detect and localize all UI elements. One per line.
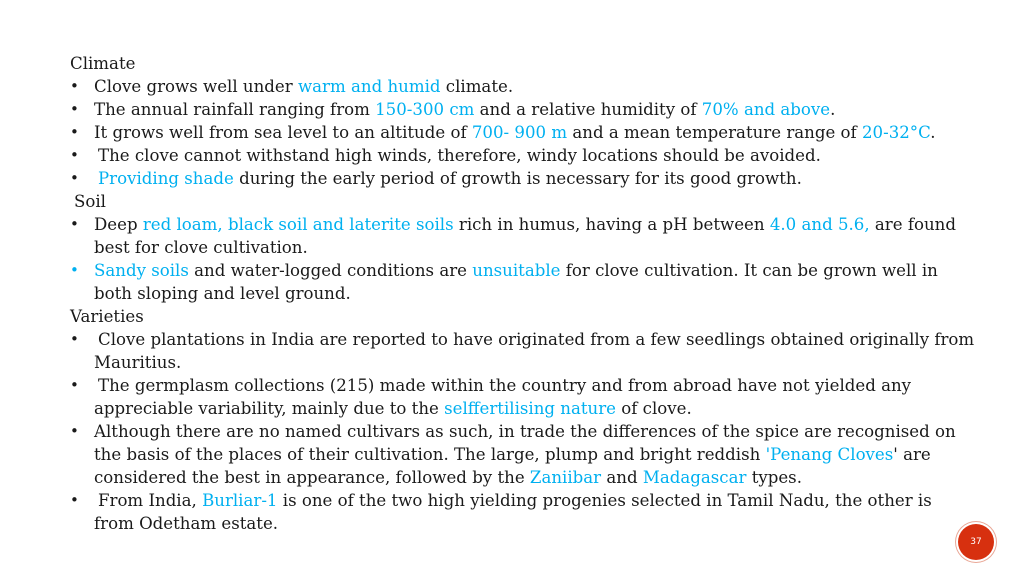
- highlight-zanzibar: Zaniibar: [529, 468, 602, 487]
- varieties-item-3: • Although there are no named cultivars as such, in trade the differences of the spice are recognised on the basis of the places of their cultivation. The large, plump and bright reddish 'Penang Cloves' are considered the best in appearance, followed by the Zaniibar and Madagascar types.: [70, 420, 975, 489]
- highlight-madagascar: Madagascar: [642, 468, 747, 487]
- varieties-item-4: • From India, Burliar-1 is one of the two high yielding progenies selected in Tamil Nadu, the other is from Odetham estate.: [70, 489, 975, 535]
- varieties-list: [70, 328, 975, 535]
- highlight-selffertilising: selffertilising nature: [444, 399, 616, 418]
- varieties-item-2: • The germplasm collections (215) made within the country and from abroad have not yielded any appreciable variability, mainly due to the selffertilising nature of clove.: [70, 374, 975, 420]
- highlight-altitude: 700- 900 m: [471, 123, 568, 142]
- page-number-badge: [958, 524, 994, 560]
- highlight-temperature: 20-32°C: [861, 123, 931, 142]
- highlight-burliar: Burliar-1: [202, 491, 278, 510]
- highlight-unsuitable: unsuitable: [472, 261, 561, 280]
- climate-item-4: • The clove cannot withstand high winds, therefore, windy locations should be avoided.: [70, 144, 975, 167]
- page-number: 37: [970, 537, 982, 547]
- climate-item-2: • The annual rainfall ranging from 150-300 cm and a relative humidity of 70% and above.: [70, 98, 975, 121]
- highlight-penang-cloves: 'Penang Cloves: [765, 445, 894, 464]
- highlight-ph: 4.0 and 5.6,: [769, 215, 870, 234]
- soil-list: [70, 213, 975, 305]
- soil-item-2: • Sandy soils and water-logged conditions are unsuitable for clove cultivation. It can be grown well in both sloping and level ground.: [70, 259, 975, 305]
- highlight-rainfall: 150-300 cm: [375, 100, 475, 119]
- highlight-humidity: 70% and above: [701, 100, 831, 119]
- climate-heading: Climate: [70, 54, 136, 73]
- soil-heading: Soil: [74, 192, 106, 211]
- slide-body: [70, 52, 975, 535]
- highlight-warm-humid: warm and humid: [297, 77, 441, 96]
- climate-list: [70, 75, 975, 190]
- highlight-soil-types: red loam, black soil and laterite soils: [142, 215, 454, 234]
- highlight-sandy-soils: Sandy soils: [94, 261, 189, 280]
- varieties-heading: Varieties: [70, 307, 144, 326]
- varieties-item-1: • Clove plantations in India are reported to have originated from a few seedlings obtained originally from Mauritius.: [70, 328, 975, 374]
- climate-item-1: • Clove grows well under warm and humid climate.: [70, 75, 975, 98]
- climate-item-3: • It grows well from sea level to an altitude of 700- 900 m and a mean temperature range of 20-32°C.: [70, 121, 975, 144]
- climate-item-5: • Providing shade during the early period of growth is necessary for its good growth.: [70, 167, 975, 190]
- highlight-shade: Providing shade: [98, 169, 234, 188]
- soil-item-1: • Deep red loam, black soil and laterite soils rich in humus, having a pH between 4.0 and 5.6, are found best for clove cultivation.: [70, 213, 975, 259]
